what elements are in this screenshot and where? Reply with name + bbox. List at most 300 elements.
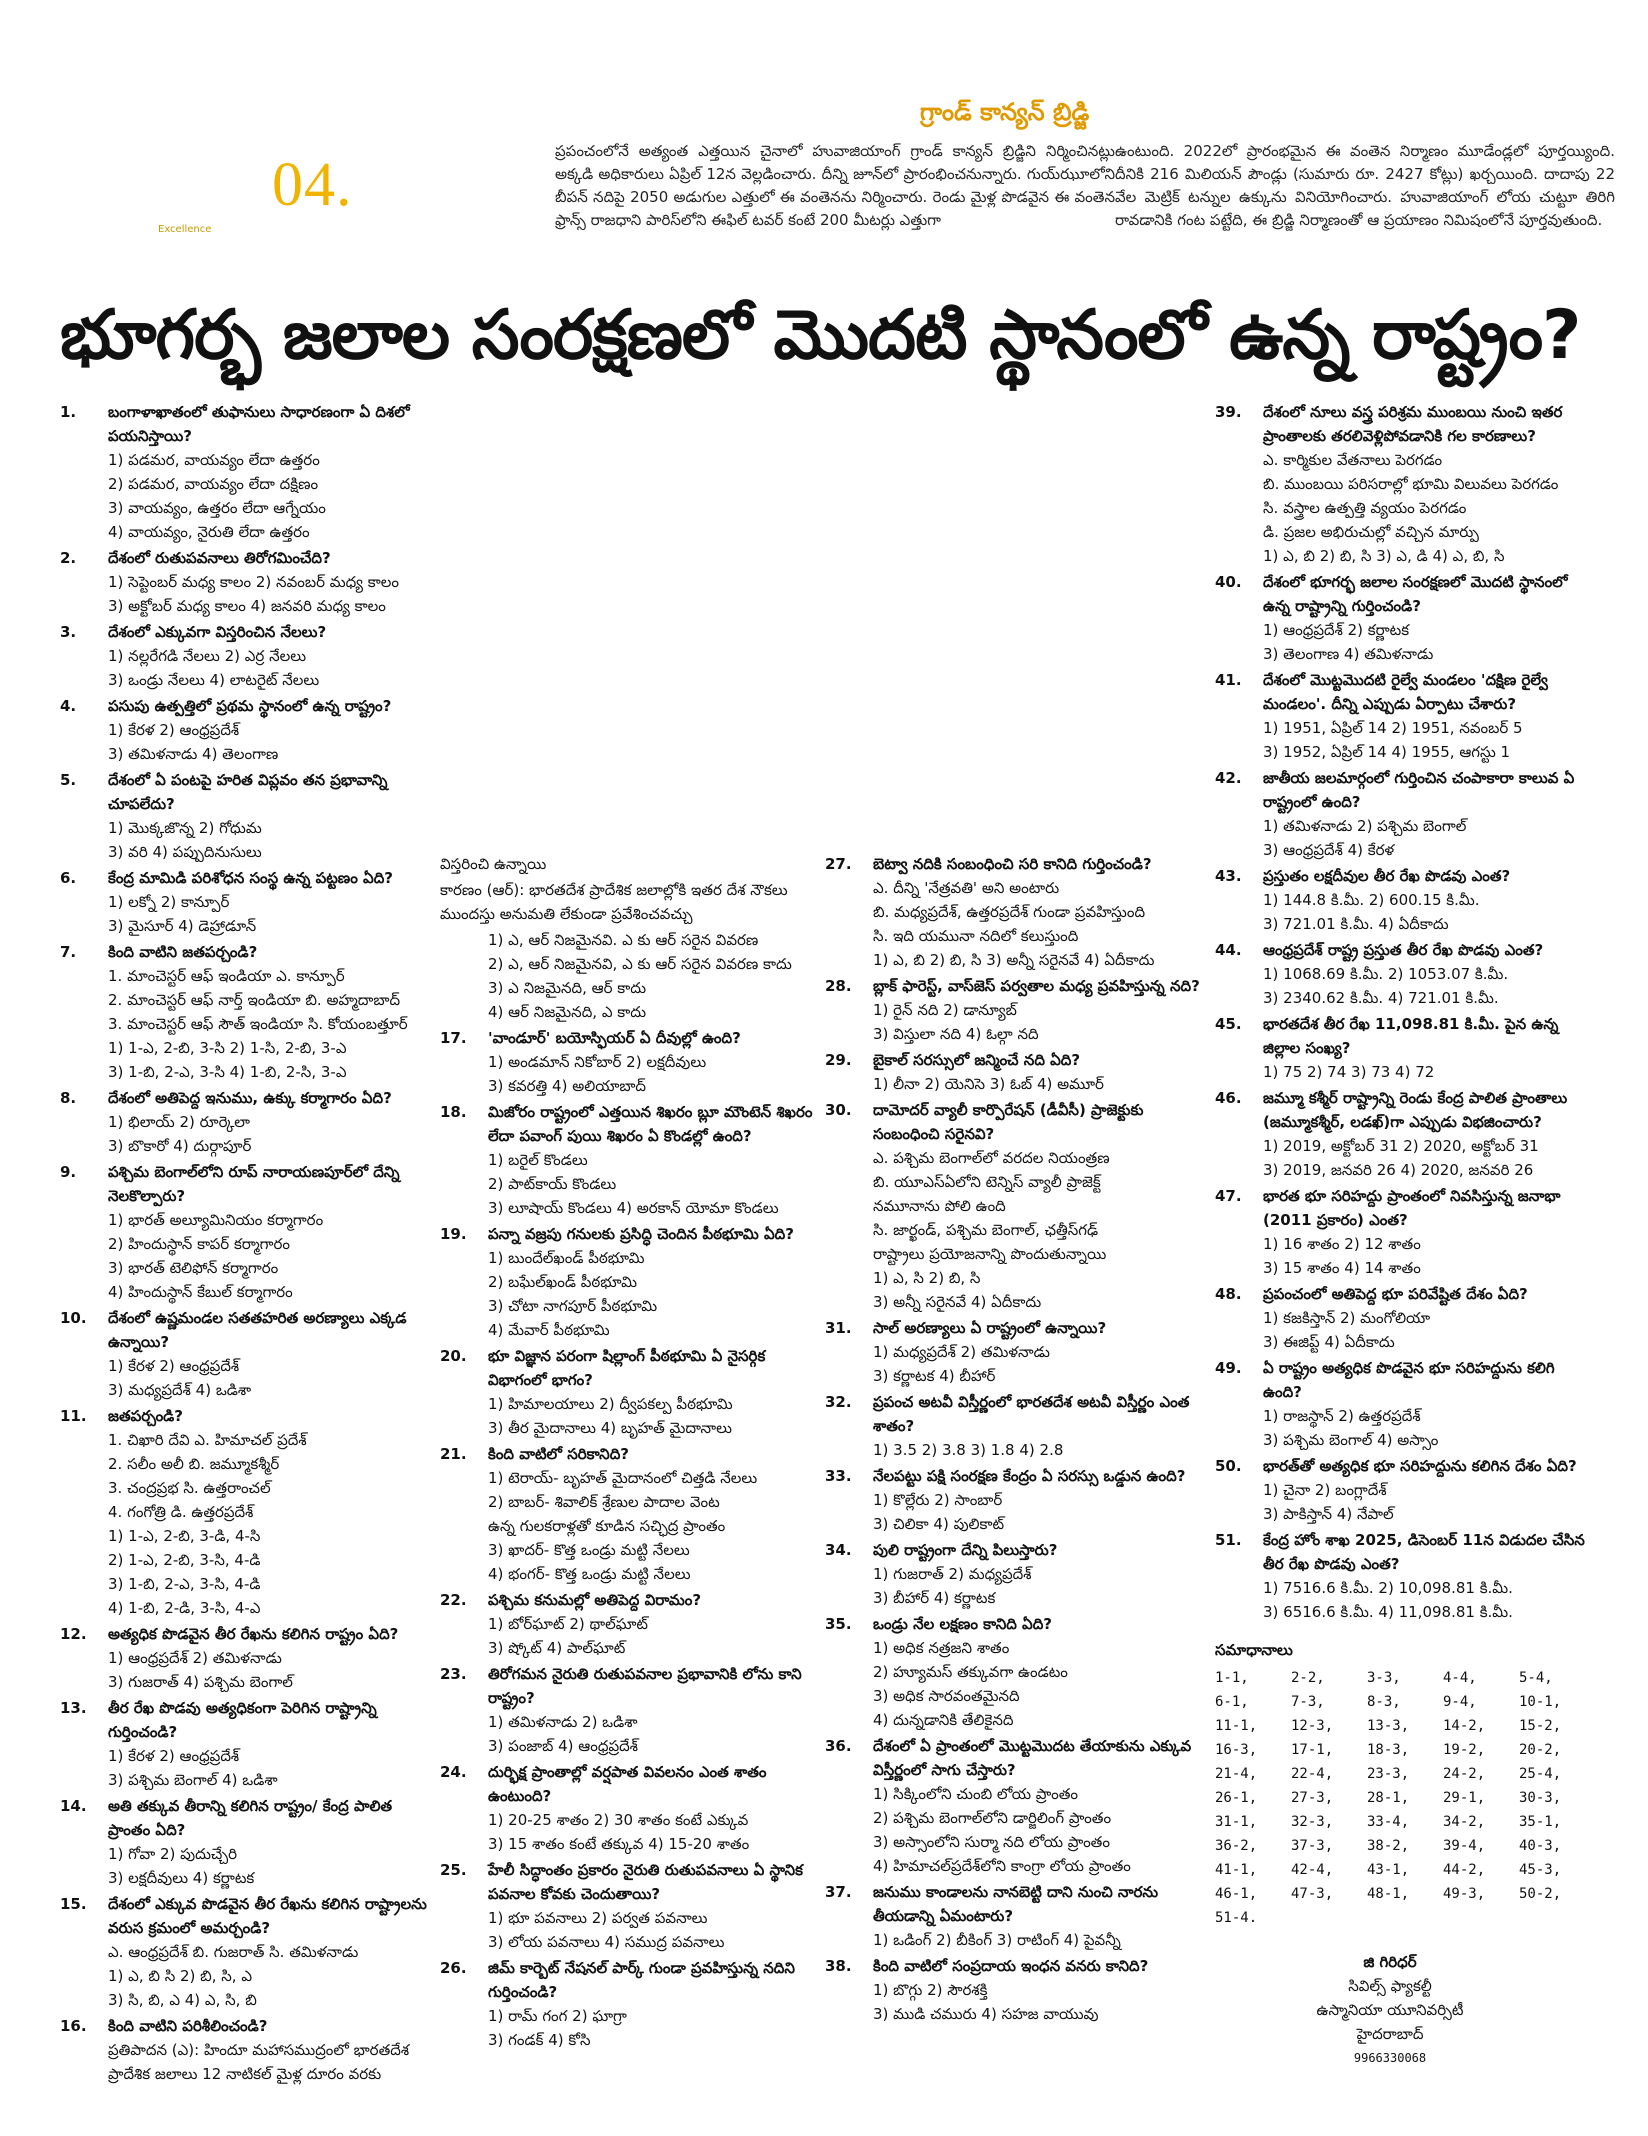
question-text-row: [825, 852, 1200, 876]
answer-item: 25-4,: [1519, 1766, 1562, 1782]
question-item: [60, 1160, 432, 1304]
option-line: ఉన్న గులకరాళ్లతో కూడిన సచ్ఛిద్ర ప్రాంతం: [488, 1517, 726, 1535]
question-text: ఒండ్రు నేల లక్షణం కానిది ఏది?: [873, 1615, 1052, 1633]
author-org: ఉస్మానియా యూనివర్సిటీ: [1316, 2001, 1464, 2019]
question-item: [825, 852, 1200, 972]
question-options: [60, 1842, 432, 1890]
question-options: [60, 1110, 432, 1158]
question-item: [440, 1344, 815, 1440]
question-text-row: [825, 1048, 1200, 1072]
question-number: 1.: [60, 403, 77, 421]
question-text-row: [825, 1734, 1200, 1782]
question-options: [440, 1392, 815, 1440]
answer-item: 22-4,: [1291, 1766, 1334, 1782]
option-line: 1) రాజస్థాన్ 2) ఉత్తరప్రదేశ్: [1263, 1407, 1421, 1425]
option-line: 1) సెప్టెంబర్ మధ్య కాలం 2) నవంబర్ మధ్య కాలం: [108, 573, 399, 591]
question-options: [825, 1562, 1200, 1610]
question-text-row: [60, 866, 432, 890]
question-number: 35.: [825, 1615, 852, 1633]
question-text-row: [440, 1222, 815, 1246]
question-item: [440, 1222, 815, 1342]
option-line: 1) చైనా 2) బంగ్లాదేశ్: [1263, 1481, 1387, 1499]
option-line: 1) 1068.69 కి.మీ. 2) 1053.07 కి.మీ.: [1263, 965, 1509, 983]
question-number: 5.: [60, 771, 77, 789]
question-text-row: [825, 974, 1200, 998]
option-line: ఎ. పశ్చిమ బెంగాల్‌లో వరదల నియంత్రణ: [873, 1149, 1110, 1167]
option-line: 1) ఆంధ్రప్రదేశ్ 2) కర్ణాటక: [1263, 621, 1410, 639]
question-text: సాల్ అరణ్యాలు ఏ రాష్ట్రంలో ఉన్నాయి?: [873, 1319, 1107, 1337]
question-text-row: [60, 1696, 432, 1744]
question-item: [825, 1880, 1200, 1952]
option-line: సి. జార్ఖండ్, పశ్చిమ బెంగాల్, ఛత్తీస్‌గఢ్: [873, 1221, 1099, 1239]
option-line: 2) బాబర్- శివాలిక్ శ్రేణుల పాదాల వెంట: [488, 1493, 720, 1511]
question-item: [60, 1306, 432, 1402]
question-text-row: [1215, 400, 1595, 448]
question-item: [60, 694, 432, 766]
question-item: [825, 974, 1200, 1046]
option-line: 3) ఆంధ్రప్రదేశ్ 4) కేరళ: [1263, 841, 1395, 859]
answer-item: 16-3,: [1215, 1742, 1258, 1758]
author-city: హైదరాబాద్: [1356, 2025, 1424, 2043]
answer-item: 36-2,: [1215, 1838, 1258, 1854]
option-line: సి. వస్త్రాల ఉత్పత్తి వ్యయం పెరగడం: [1263, 499, 1467, 517]
question-text-row: [1215, 668, 1595, 716]
question-text: ప్రస్తుతం లక్షదీవుల తీర రేఖ పొడవు ఎంత?: [1263, 867, 1511, 885]
question-text: పన్నా వజ్రపు గనులకు ప్రసిద్ధి చెందిన పీఠభూమి ఏది?: [488, 1225, 794, 1243]
question-item: [440, 1026, 815, 1098]
option-line: 3. మాంచెస్టర్ ఆఫ్ సౌత్ ఇండియా సి. కోయంబత్తూర్: [108, 1015, 408, 1033]
question-item: [825, 1316, 1200, 1388]
question-item: [1215, 668, 1595, 764]
option-line: 3) 2340.62 కి.మీ. 4) 721.01 కి.మీ.: [1263, 989, 1499, 1007]
option-line: 1) ఎ, ఆర్ నిజమైనవి. ఎ కు ఆర్ సరైన వివరణ: [488, 931, 759, 949]
question-item: [60, 866, 432, 938]
answer-item: 24-2,: [1443, 1766, 1486, 1782]
option-line: 1) రైన్ నది 2) డాన్యూబ్: [873, 1001, 1017, 1019]
option-line: 1) కేరళ 2) ఆంధ్రప్రదేశ్: [108, 1747, 240, 1765]
option-line: 3) కర్ణాటక 4) బీహార్: [873, 1367, 996, 1385]
question-options: [60, 1744, 432, 1792]
question-options: [60, 718, 432, 766]
question-number: 20.: [440, 1347, 467, 1365]
question-text: తీర రేఖ పొడవు అత్యధికంగా పెరిగిన రాష్ట్రాన్ని గుర్తించండి?: [108, 1699, 377, 1741]
option-line: 3) అస్సాంలోని సుర్మా నది లోయ ప్రాంతం: [873, 1833, 1110, 1851]
option-line: 1) అధిక నత్రజని శాతం: [873, 1639, 1010, 1657]
question-column-2: [440, 852, 815, 2054]
question-text-row: [1215, 938, 1595, 962]
question-number: 21.: [440, 1445, 467, 1463]
question-options: [1215, 1232, 1595, 1280]
question-item: [60, 1404, 432, 1620]
question-number: 9.: [60, 1163, 77, 1181]
question-item: [60, 2014, 432, 2086]
answer-item: 39-4,: [1443, 1838, 1486, 1854]
question-number: 8.: [60, 1089, 77, 1107]
question-text-row: [440, 1442, 815, 1466]
option-line: 2) హిందుస్థాన్ కాపర్ కర్మాగారం: [108, 1235, 290, 1253]
question-item: [440, 1588, 815, 1660]
option-line: 2) హ్యూమస్ తక్కువగా ఉండటం: [873, 1663, 1068, 1681]
question-text: దేశంలో ఏ ప్రాంతంలో మొట్టమొదట తేయాకును ఎక్కువ విస్తీర్ణంలో సాగు చేస్తారు?: [873, 1737, 1192, 1779]
option-line: 3) పంజాబ్ 4) ఆంధ్రప్రదేశ్: [488, 1737, 638, 1755]
option-line: 3. చంద్రప్రభ సి. ఉత్తరాంచల్: [108, 1479, 271, 1497]
question-number: 26.: [440, 1959, 467, 1977]
question-text: భారతదేశ తీర రేఖ 11,098.81 కి.మీ. పైన ఉన్న జిల్లాల సంఖ్య?: [1263, 1015, 1559, 1057]
question-options: [1215, 814, 1595, 862]
answer-item: 14-2,: [1443, 1718, 1486, 1734]
question-continuation: కారణం (ఆర్): భారతదేశ ప్రాదేశిక జలాల్లోకి ఇతర దేశ నౌకలు ముందస్తు అనుమతి లేకుండా ప్రవేశించవచ్చు: [440, 881, 788, 923]
answer-item: 1-1,: [1215, 1670, 1249, 1686]
option-line: డి. ప్రజల అభిరుచుల్లో వచ్చిన మార్పు: [1263, 523, 1479, 541]
question-text-row: [1215, 864, 1595, 888]
option-line: 4. గంగోత్రి డి. ఉత్తరప్రదేశ్: [108, 1503, 254, 1521]
option-line: 1) నల్లరేగడి నేలలు 2) ఎర్ర నేలలు: [108, 647, 307, 665]
option-line: 3) పశ్చిమ బెంగాల్ 4) ఒడిశా: [108, 1771, 278, 1789]
question-text: ఆంధ్రప్రదేశ్ రాష్ట్ర ప్రస్తుత తీర రేఖ పొడవు ఎంత?: [1263, 941, 1544, 959]
option-line: 1) బరైల్ కొండలు: [488, 1151, 588, 1169]
question-options: [825, 1488, 1200, 1536]
answer-item: 49-3,: [1443, 1886, 1486, 1902]
author-block: [1270, 1950, 1510, 2070]
question-number: 6.: [60, 869, 77, 887]
question-text: అతి తక్కువ తీరాన్ని కలిగిన రాష్ట్రం/ కేంద్ర పాలిత ప్రాంతం ఏది?: [108, 1797, 393, 1839]
option-line: బి. యూఎస్ఏలోని టెన్నిస్ వ్యాలీ ప్రాజెక్ట్: [873, 1173, 1101, 1191]
answer-item: 32-3,: [1291, 1814, 1334, 1830]
question-item: [1215, 1356, 1595, 1452]
question-text: కింది వాటిని పరిశీలించండి?: [108, 2017, 268, 2035]
option-line: 3) చోటా నాగపూర్ పీఠభూమి: [488, 1297, 658, 1315]
answer-item: 18-3,: [1367, 1742, 1410, 1758]
question-text-row: [825, 1390, 1200, 1438]
option-line: 3) 15 శాతం 4) 14 శాతం: [1263, 1259, 1421, 1277]
question-number: 31.: [825, 1319, 852, 1337]
option-line: 1) కేరళ 2) ఆంధ్రప్రదేశ్: [108, 721, 240, 739]
question-number: 7.: [60, 943, 77, 961]
option-line: 3) పాకిస్తాన్ 4) నేపాల్: [1263, 1505, 1394, 1523]
question-text-row: [825, 1464, 1200, 1488]
answer-item: 44-2,: [1443, 1862, 1486, 1878]
option-line: 1) అండమాన్ నికోబార్ 2) లక్షదీవులు: [488, 1053, 707, 1071]
question-item: [1215, 1086, 1595, 1182]
question-item: [1215, 1012, 1595, 1084]
question-text: కింది వాటిలో సంప్రదాయ ఇంధన వనరు కానిది?: [873, 1957, 1149, 1975]
question-number: 34.: [825, 1541, 852, 1559]
question-options: [440, 1808, 815, 1856]
question-number: 22.: [440, 1591, 467, 1609]
question-text-row: [1215, 1356, 1595, 1404]
answer-item: 29-1,: [1443, 1790, 1486, 1806]
page-tag: Excellence: [158, 224, 212, 235]
option-line: బి. ముంబయి పరిసరాల్లో భూమి విలువలు పెరగడం: [1263, 475, 1559, 493]
option-line: 2. మాంచెస్టర్ ఆఫ్ నార్త్ ఇండియా బి. అహ్మదాబాద్: [108, 991, 401, 1009]
question-number: 40.: [1215, 573, 1242, 591]
question-options: [60, 964, 432, 1084]
question-item: [440, 1442, 815, 1586]
option-line: 1) మధ్యప్రదేశ్ 2) తమిళనాడు: [873, 1343, 1050, 1361]
option-line: 1) రామ్ గంగ 2) ఘాగ్రా: [488, 2007, 627, 2025]
answer-item: 35-1,: [1519, 1814, 1562, 1830]
question-options: [440, 1612, 815, 1660]
answer-item: 3-3,: [1367, 1670, 1401, 1686]
question-number: 13.: [60, 1699, 87, 1717]
option-line: 1) 2019, అక్టోబర్ 31 2) 2020, అక్టోబర్ 31: [1263, 1137, 1539, 1155]
option-line: 3) వరి 4) పప్పుదినుసులు: [108, 843, 262, 861]
option-line: 3) 1-బి, 2-ఎ, 3-సి 4) 1-బి, 2-సి, 3-ఎ: [108, 1063, 347, 1081]
question-column-1: [60, 400, 432, 2088]
question-number: 51.: [1215, 1531, 1242, 1549]
question-item: [440, 1858, 815, 1954]
option-line: 2) బఘేల్‌ఖండ్ పీఠభూమి: [488, 1273, 637, 1291]
option-line: 3) లూషాయ్ కొండలు 4) అరకాన్ యోమా కొండలు: [488, 1199, 779, 1217]
question-options: [440, 1710, 815, 1758]
answer-item: 20-2,: [1519, 1742, 1562, 1758]
answer-item: 28-1,: [1367, 1790, 1410, 1806]
answers-grid: [1215, 1666, 1595, 1930]
question-item: [440, 1956, 815, 2052]
question-text-row: [60, 546, 432, 570]
option-line: 3) సి, బి, ఎ 4) ఎ, సి, బి: [108, 1991, 257, 2009]
option-line: 3) లోయ పవనాలు 4) సముద్ర పవనాలు: [488, 1933, 725, 1951]
option-line: బి. మధ్యప్రదేశ్, ఉత్తరప్రదేశ్ గుండా ప్రవహిస్తుంది: [873, 903, 1146, 921]
question-text: దేశంలో ఎక్కువగా విస్తరించిన నేలలు?: [108, 623, 327, 641]
question-item: [825, 1098, 1200, 1314]
question-text: కింది వాటిలో సరికానిది?: [488, 1445, 629, 1463]
question-options: [60, 816, 432, 864]
option-line: రాష్ట్రాలు ప్రయోజనాన్ని పొందుతున్నాయి: [873, 1245, 1107, 1263]
question-number: 43.: [1215, 867, 1242, 885]
option-line: 1) గోవా 2) పుదుచ్చేరి: [108, 1845, 238, 1863]
question-number: 48.: [1215, 1285, 1242, 1303]
question-text: జమ్మూ కశ్మీర్ రాష్ట్రాన్ని రెండు కేంద్ర పాలిత ప్రాంతాలు (జమ్మూకశ్మీర్, లడఖ్)గా ఎప్పుడు విభజించారు?: [1263, 1089, 1568, 1131]
option-line: 1) 16 శాతం 2) 12 శాతం: [1263, 1235, 1421, 1253]
answer-item: 41-1,: [1215, 1862, 1258, 1878]
question-item: [1215, 1282, 1595, 1354]
question-item: [60, 1892, 432, 2012]
question-number: 12.: [60, 1625, 87, 1643]
option-line: ఎ. కార్మికుల వేతనాలు పెరగడం: [1263, 451, 1443, 469]
question-number: 49.: [1215, 1359, 1242, 1377]
answers-title: సమాధానాలు: [1215, 1641, 1293, 1659]
answer-item: 33-4,: [1367, 1814, 1410, 1830]
option-line: 1) తమిళనాడు 2) పశ్చిమ బెంగాల్: [1263, 817, 1467, 835]
question-text: దేశంలో మొట్టమొదటి రైల్వే మండలం 'దక్షిణ రైల్వే మండలం'. దీన్ని ఎప్పుడు ఏర్పాటు చేశారు?: [1263, 671, 1548, 713]
question-text: అత్యధిక పొడవైన తీర రేఖను కలిగిన రాష్ట్రం ఏది?: [108, 1625, 399, 1643]
answer-item: 17-1,: [1291, 1742, 1334, 1758]
answer-item: 47-3,: [1291, 1886, 1334, 1902]
question-text-row: [440, 1026, 815, 1050]
option-line: 3) ఖాదర్- కొత్త ఒండ్రు మట్టి నేలలు: [488, 1541, 690, 1559]
option-line: 1) 1-ఎ, 2-బి, 3-డి, 4-సి: [108, 1527, 261, 1545]
question-text-row: [825, 1880, 1200, 1928]
question-text: దేశంలో భూగర్భ జలాల సంరక్షణలో మొదటి స్థానంలో ఉన్న రాష్ట్రాన్ని గుర్తించండి?: [1263, 573, 1568, 615]
question-text: దేశంలో ఎక్కువ పొడవైన తీర రేఖను కలిగిన రాష్ట్రాలను వరుస క్రమంలో అమర్చండి?: [108, 1895, 427, 1937]
question-number: 4.: [60, 697, 77, 715]
page-number: 04.: [272, 151, 353, 219]
question-text: జనుము కాండాలను నానబెట్టి దాని నుంచి నారను తీయడాన్ని ఏమంటారు?: [873, 1883, 1159, 1925]
question-item: [825, 1390, 1200, 1462]
question-text: కేంద్ర మామిడి పరిశోధన సంస్థ ఉన్న పట్టణం ఏది?: [108, 869, 393, 887]
question-text-row: [825, 1954, 1200, 1978]
question-options: [825, 876, 1200, 972]
option-line: 2) పాట్‌కాయ్ కొండలు: [488, 1175, 617, 1193]
option-line: నమూనాను పోలి ఉంది: [873, 1197, 1006, 1215]
option-line: 1) 20-25 శాతం 2) 30 శాతం కంటే ఎక్కువ: [488, 1811, 749, 1829]
question-item: [60, 1622, 432, 1694]
author-role: సివిల్స్ ఫ్యాకల్టీ: [1348, 1977, 1432, 1995]
question-text-row: [60, 1086, 432, 1110]
question-item: [825, 1464, 1200, 1536]
question-options: [1215, 888, 1595, 936]
question-item: [60, 620, 432, 692]
question-item: [1215, 938, 1595, 1010]
option-line: 1) గుజరాత్ 2) మధ్యప్రదేశ్: [873, 1565, 1032, 1583]
question-item: [1215, 1184, 1595, 1280]
answer-item: 45-3,: [1519, 1862, 1562, 1878]
option-line: 3) చిలికా 4) పులికాట్: [873, 1515, 1005, 1533]
question-text: జాతీయ జలమార్గంలో గుర్తించిన చంపాకారా కాలువ ఏ రాష్ట్రంలో ఉంది?: [1263, 769, 1575, 811]
question-text: మిజోరం రాష్ట్రంలో ఎత్తయిన శిఖరం బ్లూ మౌంటెన్ శిఖరం లేదా పవాంగ్ పుయి శిఖరం ఏ కొండల్లో ఉంది?: [488, 1103, 813, 1145]
question-text: పశ్చిమ కనుమల్లో అతిపెద్ద విరామం?: [488, 1591, 702, 1609]
question-options: [60, 644, 432, 692]
question-item: [1215, 400, 1595, 568]
option-line: 3) ముడి చమురు 4) సహజ వాయువు: [873, 2005, 1099, 2023]
question-text: బెట్వా నదికి సంబంధించి సరి కానిది గుర్తించండి?: [873, 855, 1152, 873]
question-text: తిరోగమన నైరుతి రుతుపవనాల ప్రభావానికి లోను కాని రాష్ట్రం?: [488, 1665, 802, 1707]
question-column-3: [825, 852, 1200, 2028]
question-number: 47.: [1215, 1187, 1242, 1205]
question-number: 42.: [1215, 769, 1242, 787]
question-text-row: [440, 1662, 815, 1710]
question-options: [1215, 1134, 1595, 1182]
question-text: దేశంలో రుతుపవనాలు తిరోగమించేది?: [108, 549, 331, 567]
option-line: 1) మొక్కజొన్న 2) గోధుమ: [108, 819, 262, 837]
question-item: [440, 852, 815, 1024]
question-options: [825, 1782, 1200, 1878]
question-number: 45.: [1215, 1015, 1242, 1033]
question-text: నేలపట్టు పక్షి సంరక్షణ కేంద్రం ఏ సరస్సు ఒడ్డున ఉంది?: [873, 1467, 1186, 1485]
question-number: 10.: [60, 1309, 87, 1327]
question-item: [1215, 570, 1595, 666]
option-line: 3) వాయవ్యం, ఉత్తరం లేదా ఆగ్నేయం: [108, 499, 326, 517]
option-line: 3) గుజరాత్ 4) పశ్చిమ బెంగాల్: [108, 1673, 293, 1691]
option-line: 3) అక్టోబర్ మధ్య కాలం 4) జనవరి మధ్య కాలం: [108, 597, 386, 615]
option-line: 3) 15 శాతం కంటే తక్కువ 4) 15-20 శాతం: [488, 1835, 750, 1853]
question-item: [60, 546, 432, 618]
question-item: [60, 1696, 432, 1792]
option-line: 1) టెరాయ్- బృహత్ మైదానంలో చిత్తడి నేలలు: [488, 1469, 758, 1487]
question-options: [1215, 1478, 1595, 1526]
question-text-row: [825, 1098, 1200, 1146]
question-options: [825, 1072, 1200, 1096]
question-item: [825, 1954, 1200, 2026]
question-text-row: [1215, 1528, 1595, 1576]
question-text-row: [60, 940, 432, 964]
question-options: [1215, 962, 1595, 1010]
question-options: [440, 1148, 815, 1220]
question-item: [440, 1760, 815, 1856]
question-options: [825, 1340, 1200, 1388]
question-options: [1215, 1576, 1595, 1624]
option-line: 1) బొగ్గు 2) సౌరశక్తి: [873, 1981, 988, 1999]
question-options: [825, 998, 1200, 1046]
option-line: 1) భూ పవనాలు 2) పర్వత పవనాలు: [488, 1909, 708, 1927]
question-text-row: [1215, 1282, 1595, 1306]
question-number: 38.: [825, 1957, 852, 1975]
question-item: [60, 400, 432, 544]
question-text: భూ విజ్ఞాన పరంగా షిల్లాంగ్ పీఠభూమి ఏ నైసర్గిక విభాగంలో భాగం?: [488, 1347, 766, 1389]
question-options: [825, 1438, 1200, 1462]
question-text: బైకాల్ సరస్సులో జన్మించే నది ఏది?: [873, 1051, 1081, 1069]
question-item: [825, 1538, 1200, 1610]
answer-item: 50-2,: [1519, 1886, 1562, 1902]
option-line: 1. మాంచెస్టర్ ఆఫ్ ఇండియా ఎ. కాన్పూర్: [108, 967, 345, 985]
option-line: 2) 1-ఎ, 2-బి, 3-సి, 4-డి: [108, 1551, 261, 1569]
option-line: 1) 3.5 2) 3.8 3) 1.8 4) 2.8: [873, 1441, 1064, 1459]
answer-item: 10-1,: [1519, 1694, 1562, 1710]
question-text: భారత భూ సరిహద్దు ప్రాంతంలో నివసిస్తున్న జనాభా (2011 ప్రకారం) ఎంత?: [1263, 1187, 1561, 1229]
answer-item: 26-1,: [1215, 1790, 1258, 1806]
option-line: ప్రాదేశిక జలాలు 12 నాటికల్ మైళ్ల దూరం వరకు: [108, 2065, 382, 2083]
question-options: [440, 2004, 815, 2052]
question-item: [60, 768, 432, 864]
question-text: దుర్భిక్ష ప్రాంతాల్లో వర్షపాత వివలనం ఎంత శాతం ఉంటుంది?: [488, 1763, 767, 1805]
question-number: 25.: [440, 1861, 467, 1879]
question-text-row: [60, 620, 432, 644]
option-line: 3) తీర మైదానాలు 4) బృహత్ మైదానాలు: [488, 1419, 732, 1437]
question-text-row: [60, 694, 432, 718]
option-line: 1) భారత్ అల్యూమినియం కర్మాగారం: [108, 1211, 324, 1229]
option-line: 1) లీనా 2) యెనిసె 3) ఓబ్ 4) అమూర్: [873, 1075, 1104, 1093]
question-number: 15.: [60, 1895, 87, 1913]
question-number: 18.: [440, 1103, 467, 1121]
option-line: 1) కజకిస్తాన్ 2) మంగోలియా: [1263, 1309, 1431, 1327]
option-line: 3) బీహార్ 4) కర్ణాటక: [873, 1589, 996, 1607]
question-number: 39.: [1215, 403, 1242, 421]
question-text: ఏ రాష్ట్రం అత్యధిక పొడవైన భూ సరిహద్దును కలిగి ఉంది?: [1263, 1359, 1555, 1401]
option-line: 3) 1-బి, 2-ఎ, 3-సి, 4-డి: [108, 1575, 261, 1593]
answer-item: 27-3,: [1291, 1790, 1334, 1806]
question-options: [1215, 1306, 1595, 1354]
question-item: [60, 1794, 432, 1890]
question-options: [1215, 448, 1595, 568]
option-line: 4) హిమాచల్‌ప్రదేశ్‌లోని కాంగ్రా లోయ ప్రాంతం: [873, 1857, 1131, 1875]
question-item: [1215, 1454, 1595, 1526]
question-number: 2.: [60, 549, 77, 567]
question-item: [440, 1100, 815, 1220]
option-line: 3) తమిళనాడు 4) తెలంగాణ: [108, 745, 279, 763]
question-text-row: [1215, 1184, 1595, 1232]
answer-item: 15-2,: [1519, 1718, 1562, 1734]
question-text-row: [60, 400, 432, 448]
question-item: [440, 1662, 815, 1758]
option-line: 3) తెలంగాణ 4) తమిళనాడు: [1263, 645, 1434, 663]
option-line: 1) 144.8 కి.మీ. 2) 600.15 కి.మీ.: [1263, 891, 1480, 909]
option-line: 1) ఆంధ్రప్రదేశ్ 2) తమిళనాడు: [108, 1649, 282, 1667]
question-text: ప్రపంచ అటవీ విస్తీర్ణంలో భారతదేశ అటవీ విస్తీర్ణం ఎంత శాతం?: [873, 1393, 1190, 1435]
answer-item: 42-4,: [1291, 1862, 1334, 1878]
question-number: 17.: [440, 1029, 467, 1047]
question-text: దేశంలో అతిపెద్ద ఇనుము, ఉక్కు కర్మాగారం ఏది?: [108, 1089, 392, 1107]
question-number: 41.: [1215, 671, 1242, 689]
answer-item: 7-3,: [1291, 1694, 1325, 1710]
question-options: [1215, 716, 1595, 764]
question-text-row: [440, 1100, 815, 1148]
question-text: హేలీ సిద్ధాంతం ప్రకారం నైరుతి రుతుపవనాలు ఏ స్థానిక పవనాల కోవకు చెందుతాయి?: [488, 1861, 803, 1903]
option-line: 1) 75 2) 74 3) 73 4) 72: [1263, 1063, 1435, 1081]
answer-item: 4-4,: [1443, 1670, 1477, 1686]
question-number: 27.: [825, 855, 852, 873]
option-line: 4) భంగర్- కొత్త ఒండ్రు మట్టి నేలలు: [488, 1565, 691, 1583]
